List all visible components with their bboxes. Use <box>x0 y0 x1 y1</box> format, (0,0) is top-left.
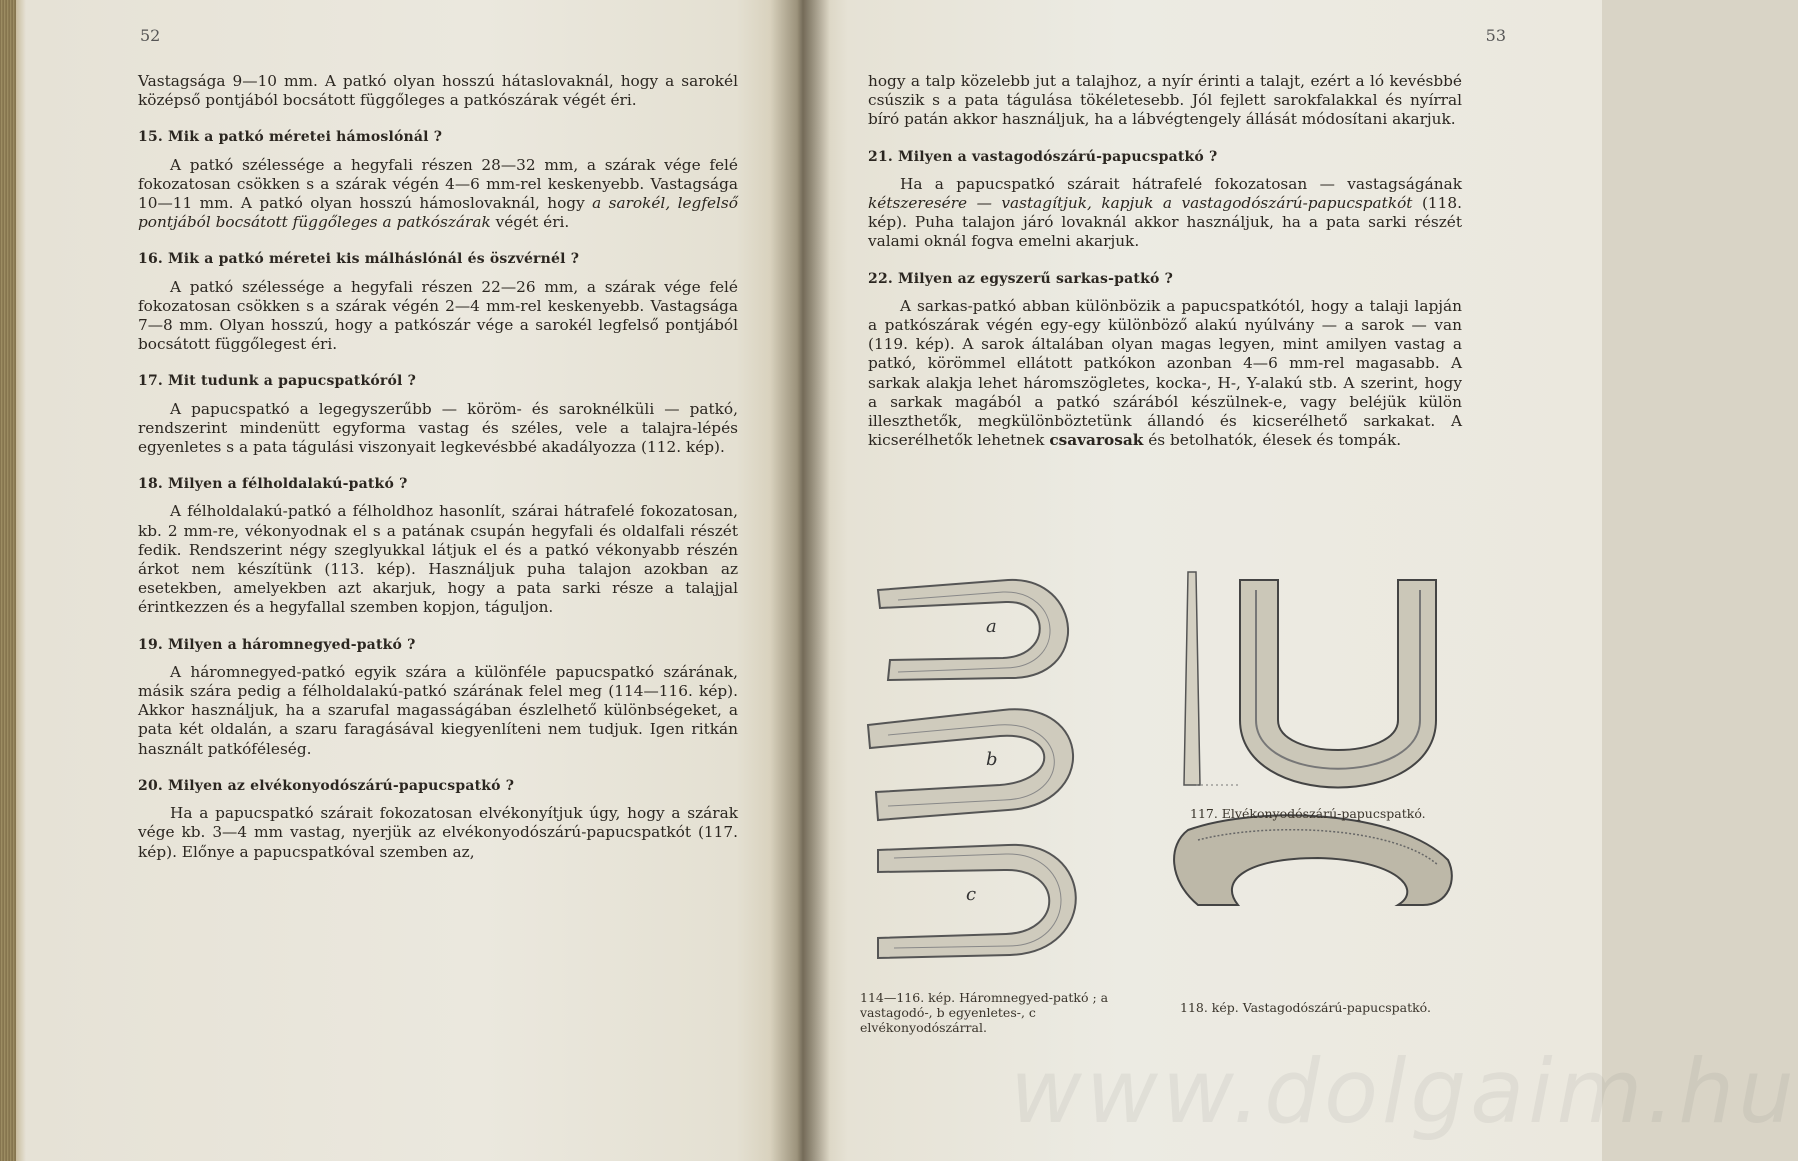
caption-114-116: 114—116. kép. Háromnegyed-patkó ; a vastagodó-, b egyenletes-, c elvékonyodószárral. <box>860 990 1109 1035</box>
watermark: www.dolgaim.hu <box>1010 1040 1798 1143</box>
left-page-number: 52 <box>140 26 161 45</box>
caption-118: 118. kép. Vastagodószárú-papucspatkó. <box>1180 1000 1431 1015</box>
q21-text-a: Ha a papucspatkó szárait hátrafelé fokozatosan — vastagságának <box>900 174 1462 193</box>
question-15-heading: 15. Mik a patkó méretei hámoslónál ? <box>138 129 443 146</box>
question-21-heading: 21. Milyen a vastagodószárú-papucspatkó ? <box>868 148 1218 165</box>
horseshoe-118-illustration <box>1174 815 1452 905</box>
figure-label-c: c <box>966 884 977 905</box>
question-20-answer: Ha a papucspatkó szárait fokozatosan elvékonyítjuk úgy, hogy a szárak vége kb. 3—4 mm vastag, nyerjük az elvékonyodószárú-papucspatkót (117. kép). Előnye a papucspatkóval szemben az, <box>138 804 738 861</box>
question-16-answer: A patkó szélessége a hegyfali részen 22—26 mm, a szárak vége felé fokozatosan csökken s a szárak végén 2—4 mm-rel keskenyebb. Vastagsága 7—8 mm. Olyan hosszú, hogy a patkószár vége a sarokél legfelső pontjából bocsátott függőlegest éri. <box>138 277 738 354</box>
q22-text-b: és betolhatók, élesek és tompák. <box>1143 431 1402 450</box>
question-21-answer <box>868 175 1462 252</box>
question-19-answer: A háromnegyed-patkó egyik szára a különféle papucspatkó szárának, másik szára pedig a félholdalakú-patkó szárának felel meg (114—116. kép). Akkor használjuk, ha a szarufal magasságában észlelhető különbségeket, a pata két oldalán, a szaru faragásával kiegyenlíteni nem tudjuk. Igen ritkán használt patkóféleség. <box>138 662 738 758</box>
horseshoe-b-illustration <box>868 709 1073 820</box>
question-22-answer <box>868 297 1462 451</box>
question-17-answer: A papucspatkó a legegyszerűbb — köröm- és saroknélküli — patkó, rendszerint mindenütt egyforma vastag és széles, vele a talajra-lépés egyenletes s a pata tágulási viszonyait legkevésbbé akadályozza (112. kép). <box>138 399 738 457</box>
question-19-heading: 19. Milyen a háromnegyed-patkó ? <box>138 636 416 653</box>
question-16-heading: 16. Mik a patkó méretei kis málháslónál és öszvérnél ? <box>138 251 580 268</box>
figure-label-a: a <box>986 616 997 637</box>
q22-text-a: A sarkas-patkó abban különbözik a papucspatkótól, hogy a talaji lapján a patkószárak végén egy-egy különböző alakú nyúlvány — a sarok — van (119. kép). A sarok általában olyan magas legyen, mint amilyen vastag a patkó, körömmel ellátott patkókon azonban 4—6 mm-rel magasabb. A sarkak alakja lehet háromszögletes, kocka-, H-, Y-alakú stb. A szerint, hogy a sarkak magából a patkó szárából készülnek-e, vagy beléjük külön illeszthetők, megkülönböztetünk állandó és kicserélhető sarkakat. A kicserélhetők lehetnek <box>868 296 1462 450</box>
q15-text-a: A patkó szélessége a hegyfali részen 28—32 mm, a szárak vége felé fokozatosan csökken s a szárak végén 4—6 mm-rel keskenyebb. Vastagsága 10—11 mm. A patkó olyan hosszú hámoslovaknál, hogy <box>138 155 738 213</box>
horseshoe-a-illustration <box>878 580 1068 680</box>
question-20-heading: 20. Milyen az elvékonyodószárú-papucspatkó ? <box>138 777 515 794</box>
horseshoe-c-illustration <box>878 845 1076 958</box>
page-edge <box>0 0 16 1161</box>
q21-text-italic: kétszeresére — vastagítjuk, kapjuk a vastagodószárú-papucspatkót <box>868 194 1413 213</box>
right-page-number: 53 <box>1485 26 1506 45</box>
q15-text-b: végét éri. <box>490 213 570 232</box>
q22-text-bold: csavarosak <box>1049 431 1144 450</box>
left-intro-paragraph: Vastagsága 9—10 mm. A patkó olyan hosszú hátaslovaknál, hogy a sarokél középső pontjából bocsátott függőleges a patkószárak végét éri. <box>138 72 738 110</box>
figure-label-b: b <box>986 749 998 770</box>
horseshoe-117-illustration <box>1184 572 1436 788</box>
question-17-heading: 17. Mit tudunk a papucspatkóról ? <box>138 373 417 390</box>
question-15-answer <box>138 156 738 233</box>
caption-117: 117. Elvékonyodószárú-papucspatkó. <box>1190 806 1426 821</box>
question-18-heading: 18. Milyen a félholdalakú-patkó ? <box>138 476 408 493</box>
horseshoe-figures <box>838 560 1478 1030</box>
question-22-heading: 22. Milyen az egyszerű sarkas-patkó ? <box>868 270 1173 287</box>
q21-text-b: (118. kép). Puha talajon járó lovaknál akkor használjuk, ha a pata sarki részét valami oknál fogva emelni akarjuk. <box>868 194 1462 251</box>
right-page-text <box>868 72 1462 450</box>
left-page-text <box>138 72 738 862</box>
question-18-answer: A félholdalakú-patkó a félholdhoz hasonlít, szárai hátrafelé fokozatosan, kb. 2 mm-re, vékonyodnak el s a patának csupán hegyfali és oldalfali részét fedik. Rendszerint négy szeglyukkal látjuk el és a patkó vékonyabb részén árkot nem készítünk (113. kép). Használjuk puha talajon azokban az esetekben, amelyekben azt akarjuk, hogy a pata sarki része a talajjal érintkezzen és a hegyfallal szemben kopjon, táguljon. <box>138 502 738 617</box>
right-intro-paragraph: hogy a talp közelebb jut a talajhoz, a nyír érinti a talajt, ezért a ló kevésbbé csúszik s a pata tágulása tökéletesebb. Jól fejlett sarokfalakkal és nyírral bíró patán akkor használjuk, ha a lábvégtengely állását módosítani akarjuk. <box>868 72 1462 129</box>
q15-text-italic: a sarokél, legfelső pontjából bocsátott függőleges a patkószárak <box>138 194 738 232</box>
